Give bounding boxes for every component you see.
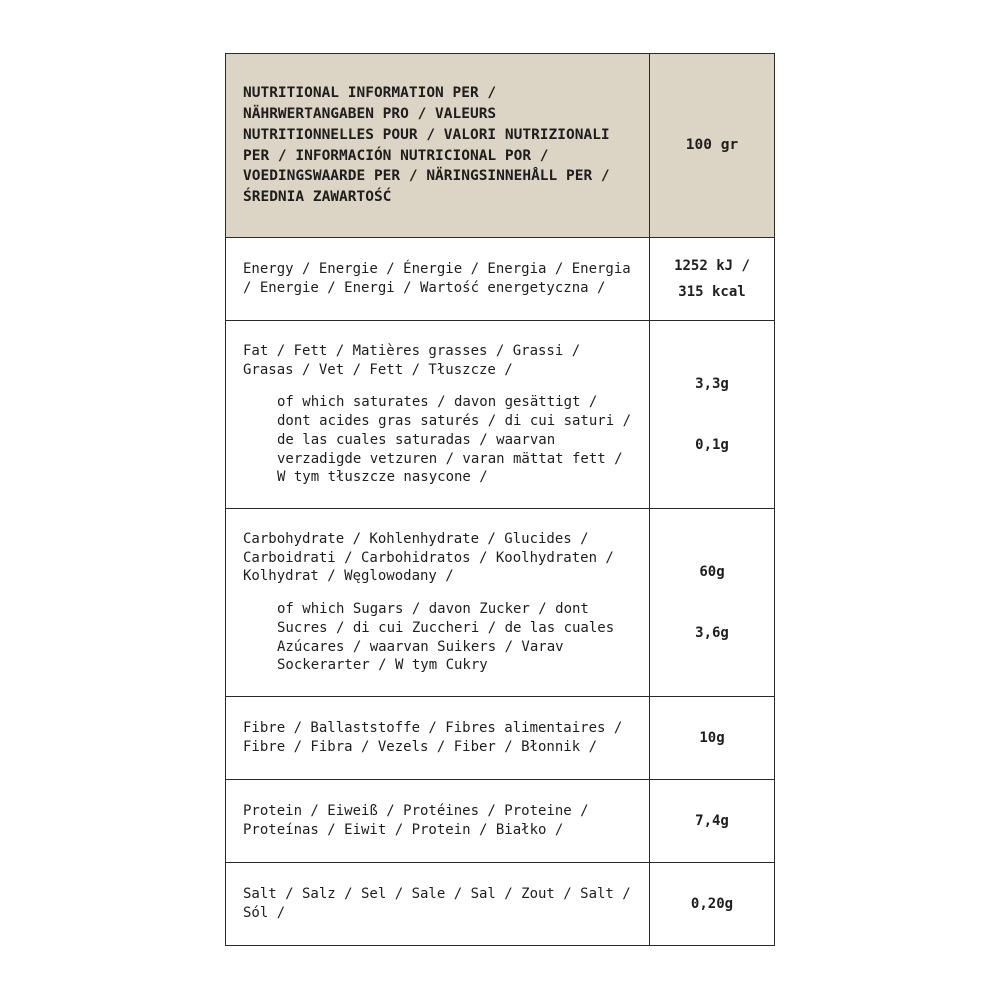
salt-row bbox=[226, 862, 774, 945]
carbohydrate-label-cell bbox=[226, 509, 650, 696]
energy-value-kj: 1252 kJ / bbox=[674, 258, 750, 274]
fibre-label: Fibre / Ballaststoffe / Fibres alimentaires / Fibre / Fibra / Vezels / Fiber / Błonnik / bbox=[243, 720, 623, 755]
header-label: NUTRITIONAL INFORMATION PER / NÄHRWERTANGABEN PRO / VALEURS NUTRITIONNELLES POUR / VALORI NUTRIZIONALI PER / INFORMACIÓN NUTRICIONAL POR / VOEDINGSWAARDE PER / NÄRINGSINNEHÅLL PER / ŚREDNIA ZAWARTOŚĆ bbox=[226, 54, 650, 237]
saturates-label: of which saturates / davon gesättigt / dont acides gras saturés / di cui saturi / de las cuales saturadas / waarvan verzadigde vetzuren / varan mättat fett / W tym tłuszcze nasycone / bbox=[277, 394, 632, 486]
carbohydrate-value-cell bbox=[650, 509, 774, 696]
header-value bbox=[650, 54, 774, 237]
protein-row bbox=[226, 779, 774, 862]
serving-size: 100 gr bbox=[685, 137, 739, 153]
carbohydrate-row bbox=[226, 508, 774, 696]
protein-value: 7,4g bbox=[695, 812, 729, 829]
salt-value-cell bbox=[650, 863, 774, 945]
salt-label: Salt / Salz / Sel / Sale / Sal / Zout / Salt / Sól / bbox=[243, 886, 631, 921]
fat-row bbox=[226, 320, 774, 508]
fibre-label-cell bbox=[226, 697, 650, 779]
nutrition-table bbox=[225, 53, 775, 946]
fat-label-cell bbox=[226, 321, 650, 508]
fibre-row bbox=[226, 696, 774, 779]
fat-label: Fat / Fett / Matières grasses / Grassi / Grasas / Vet / Fett / Tłuszcze / bbox=[243, 342, 581, 378]
salt-label-cell bbox=[226, 863, 650, 945]
fat-value-cell bbox=[650, 321, 774, 508]
sugars-label: of which Sugars / davon Zucker / dont Sucres / di cui Zuccheri / de las cuales Azúcares / waarvan Suikers / Varav Sockerarter / W tym Cukry bbox=[277, 601, 615, 674]
fibre-value: 10g bbox=[699, 729, 725, 746]
carbohydrate-label: Carbohydrate / Kohlenhydrate / Glucides / Carboidrati / Carbohidratos / Koolhydraten / Kolhydrat / Węglowodany / bbox=[243, 530, 614, 585]
salt-value: 0,20g bbox=[690, 895, 734, 912]
energy-row bbox=[226, 237, 774, 320]
fibre-value-cell bbox=[650, 697, 774, 779]
saturates-value: 0,1g bbox=[695, 436, 729, 453]
energy-value-kcal: 315 kcal bbox=[678, 284, 746, 300]
fat-value: 3,3g bbox=[695, 375, 729, 392]
carbohydrate-value: 60g bbox=[699, 563, 725, 580]
energy-value-cell bbox=[650, 238, 774, 320]
protein-value-cell bbox=[650, 780, 774, 862]
sugars-value: 3,6g bbox=[695, 624, 729, 641]
energy-label-cell bbox=[226, 238, 650, 320]
protein-label: Protein / Eiweiß / Protéines / Proteine / Proteínas / Eiwit / Protein / Białko / bbox=[243, 803, 589, 838]
header-row bbox=[226, 54, 774, 237]
energy-label: Energy / Energie / Énergie / Energia / Energia / Energie / Energi / Wartość energetyczna / bbox=[243, 261, 631, 296]
protein-label-cell bbox=[226, 780, 650, 862]
